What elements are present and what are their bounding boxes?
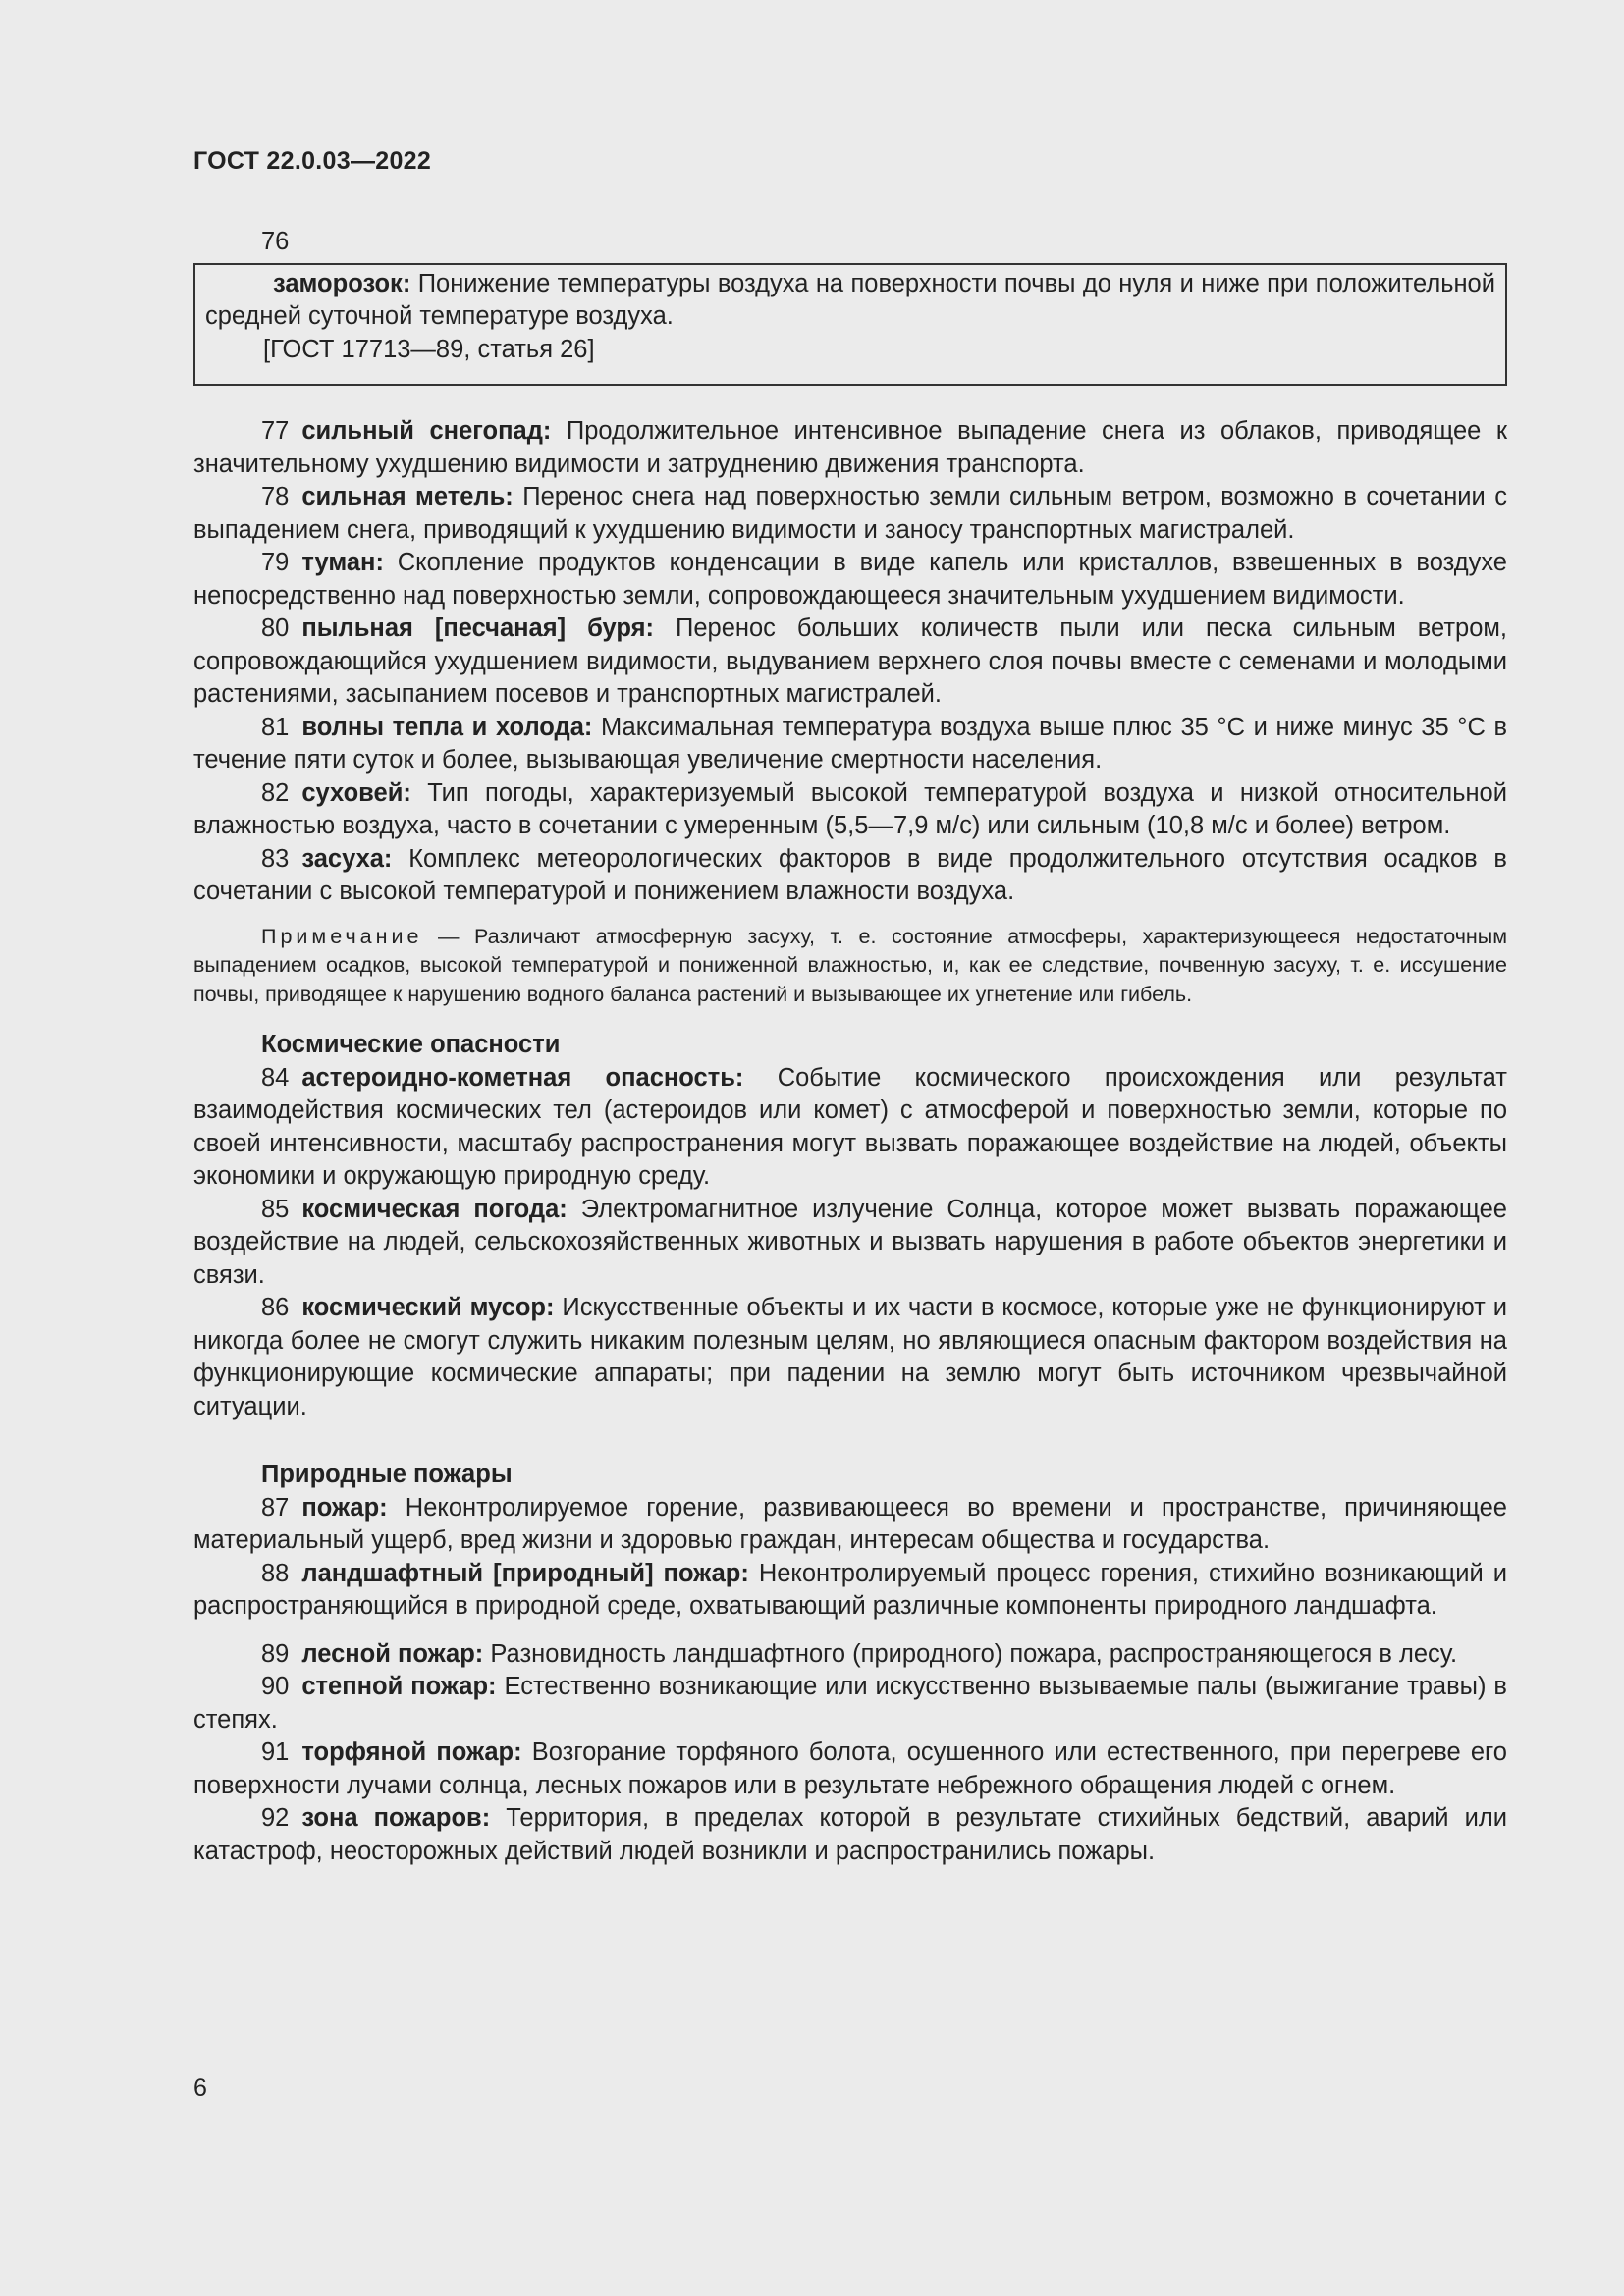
entry-term: степной пожар: — [301, 1673, 497, 1700]
entry-term: туман: — [301, 549, 384, 576]
boxed-definition: Понижение температуры воздуха на поверхности почвы до нуля и ниже при положительной средней суточной температуре воздуха. — [205, 269, 1495, 330]
boxed-entry-number: 76 — [261, 228, 290, 255]
entry-term: волны тепла и холода: — [301, 713, 593, 741]
entry-term: космический мусор: — [301, 1294, 555, 1321]
term-entry — [193, 481, 1507, 547]
entry-definition: Электромагнитное излучение Солнца, которое может вызвать поражающее воздействие на людей, сельскохозяйственных животных и вызвать нарушения в работе объектов энергетики и связи. — [193, 1195, 1507, 1289]
entry-number: 84 — [261, 1063, 290, 1092]
term-entry — [193, 712, 1507, 777]
boxed-source-reference: [ГОСТ 17713—89, статья 26] — [263, 335, 595, 363]
entry-term: ландшафтный [природный] пожар: — [301, 1559, 749, 1587]
term-entry — [193, 1638, 1507, 1672]
term-entry — [193, 1736, 1507, 1802]
entry-definition: Событие космического происхождения или результат взаимодействия космических тел (астероидов или комет) с атмосферой и поверхностью земли, которые по своей интенсивности, масштабу распространения могут вызвать поражающее воздействие на людей, объекты экономики и окружающую природную среду. — [193, 1063, 1507, 1190]
term-entry — [193, 1292, 1507, 1423]
entry-number: 82 — [261, 778, 290, 807]
section-heading-wildfires: Природные пожары — [261, 1461, 513, 1488]
entry-number: 88 — [261, 1559, 290, 1587]
note — [193, 923, 1507, 1010]
entry-definition: Скопление продуктов конденсации в виде капель или кристаллов, взвешенных в воздухе непосредственно над поверхностью земли, сопровождающееся значительным ухудшением видимости. — [193, 549, 1507, 610]
boxed-term-definition — [193, 263, 1507, 387]
term-entry — [193, 547, 1507, 613]
entry-definition: Комплекс метеорологических факторов в виде продолжительного отсутствия осадков в сочетании с высокой температурой и понижением влажности воздуха. — [193, 844, 1507, 905]
entry-number: 86 — [261, 1294, 290, 1321]
entry-term: космическая погода: — [301, 1195, 568, 1223]
entry-term: сильный снегопад: — [301, 417, 552, 445]
boxed-entry-text — [205, 268, 1495, 334]
document-code: ГОСТ 22.0.03—2022 — [193, 147, 432, 175]
entry-number: 78 — [261, 483, 290, 510]
entry-definition: Перенос снега над поверхностью земли сильным ветром, возможно в сочетании с выпадением снега, приводящий к ухудшению видимости и заносу транспортных магистралей. — [193, 483, 1507, 544]
term-list-fires — [193, 1492, 1507, 1869]
entry-definition: Неконтролируемое горение, развивающееся во времени и пространстве, причиняющее материальный ущерб, вред жизни и здоровью граждан, интересам общества и государства. — [193, 1493, 1507, 1554]
term-entry — [193, 1558, 1507, 1624]
page-body — [193, 226, 1507, 1868]
entry-number: 81 — [261, 713, 290, 741]
entry-number: 87 — [261, 1493, 290, 1522]
boxed-term: заморозок: — [273, 269, 411, 297]
term-entry — [193, 843, 1507, 909]
entry-definition: Продолжительное интенсивное выпадение снега из облаков, приводящее к значительному ухудшению видимости и затруднению движения транспорта. — [193, 417, 1508, 478]
entry-definition: Территория, в пределах которой в результате стихийных бедствий, аварий или катастроф, неосторожных действий людей возникли и распространились пожары. — [193, 1804, 1507, 1865]
term-entry — [193, 777, 1507, 843]
entry-definition: Перенос больших количеств пыли или песка сильным ветром, сопровождающийся ухудшением видимости, выдуванием верхнего слоя почвы вместе с семенами и молодыми растениями, засыпанием посевов и транспортных магистралей. — [193, 614, 1508, 708]
entry-term: зона пожаров: — [301, 1804, 491, 1832]
entry-number: 85 — [261, 1195, 290, 1223]
entry-definition: Искусственные объекты и их части в космосе, которые уже не функционируют и никогда более не смогут служить никаким полезным целям, но являющиеся опасным фактором воздействия на функционирующие космические аппараты; при падении на землю могут быть источником чрезвычайной ситуации. — [193, 1294, 1507, 1420]
note-text: — Различают атмосферную засуху, т. е. состояние атмосферы, характеризующееся недостаточным выпадением осадков, высокой температурой и пониженной влажностью, и, как ее следствие, почвенную засуху, т. е. иссушение почвы, приводящее к нарушению водного баланса растений и вызывающее их угнетение или гибель. — [193, 924, 1508, 1006]
entry-definition: Возгорание торфяного болота, осушенного или естественного, при перегреве его поверхности лучами солнца, лесных пожаров или в результате небрежного обращения людей с огнем. — [193, 1738, 1507, 1799]
entry-term: астероидно-кометная опасность: — [301, 1063, 744, 1092]
entry-term: суховей: — [301, 778, 411, 807]
note-label: Примечание — [261, 924, 423, 948]
entry-number: 77 — [261, 417, 290, 445]
term-entry — [193, 1062, 1507, 1194]
term-entry — [193, 1671, 1507, 1736]
page-number: 6 — [193, 2074, 207, 2102]
entry-term: засуха: — [301, 844, 393, 873]
entry-number: 79 — [261, 549, 290, 576]
term-entry — [193, 1492, 1507, 1558]
entry-definition: Разновидность ландшафтного (природного) пожара, распространяющегося в лесу. — [490, 1639, 1458, 1668]
term-entry — [193, 1194, 1507, 1293]
entry-definition: Тип погоды, характеризуемый высокой температурой воздуха и низкой относительной влажностью воздуха, часто в сочетании с умеренным (5,5—7,9 м/с) или сильным (10,8 м/с и более) ветром. — [193, 778, 1507, 839]
entry-number: 92 — [261, 1804, 290, 1832]
section-heading-space-hazards: Космические опасности — [261, 1031, 561, 1058]
term-entry — [193, 415, 1507, 481]
entry-number: 89 — [261, 1639, 290, 1668]
entry-term: сильная метель: — [301, 483, 514, 510]
entry-number: 90 — [261, 1673, 290, 1700]
entry-definition: Неконтролируемый процесс горения, стихийно возникающий и распространяющийся в природной среде, охватывающий различные компоненты природного ландшафта. — [193, 1559, 1507, 1620]
entry-term: пожар: — [301, 1493, 388, 1522]
term-entry — [193, 613, 1507, 712]
entry-number: 91 — [261, 1738, 290, 1766]
term-list-weather — [193, 415, 1507, 909]
entry-term: торфяной пожар: — [301, 1738, 522, 1766]
entry-term: пыльная [песчаная] буря: — [301, 614, 654, 642]
entry-definition: Естественно возникающие или искусственно вызываемые палы (выжигание травы) в степях. — [193, 1673, 1507, 1734]
entry-definition: Максимальная температура воздуха выше плюс 35 °С и ниже минус 35 °С в течение пяти суток и более, вызывающая увеличение смертности населения. — [193, 713, 1508, 774]
entry-term: лесной пожар: — [301, 1639, 484, 1668]
entry-number: 83 — [261, 844, 290, 873]
term-list-space — [193, 1062, 1507, 1424]
term-entry — [193, 1802, 1507, 1868]
entry-number: 80 — [261, 614, 290, 642]
